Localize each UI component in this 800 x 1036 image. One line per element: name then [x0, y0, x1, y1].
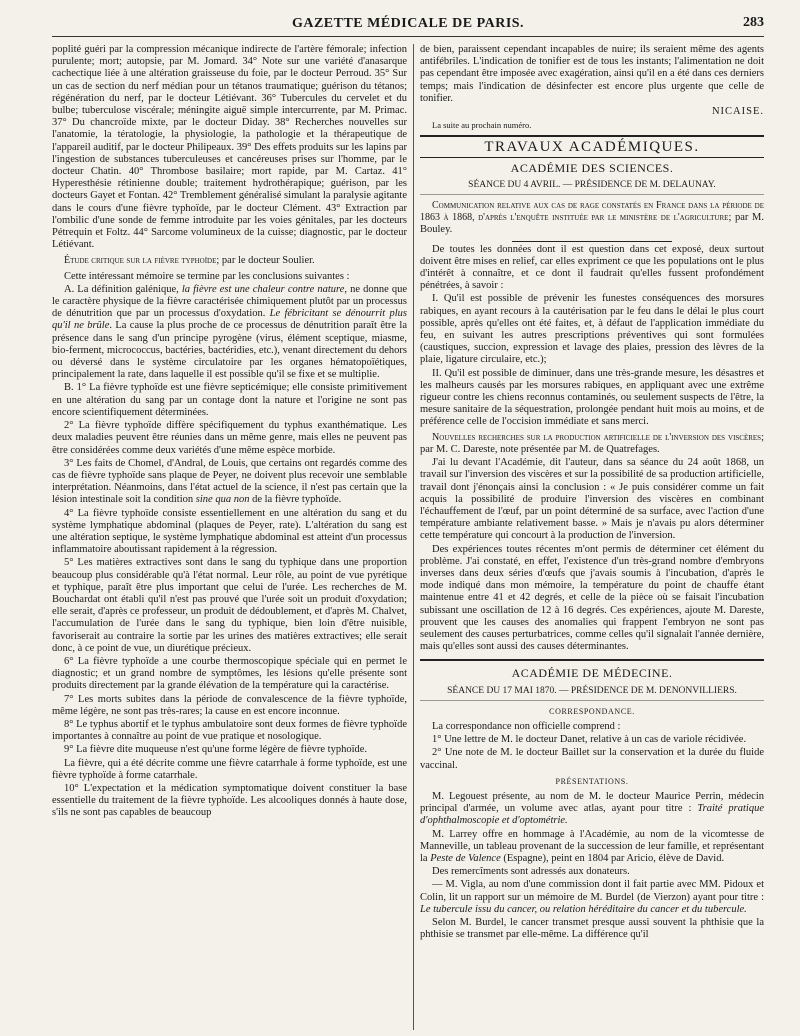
right-column [420, 44, 764, 1032]
paragraph [420, 879, 764, 916]
left-column [52, 44, 407, 1032]
paragraph: 2° La fièvre typhoïde diffère spécifiquement du typhus exanthématique. Les deux maladies peuvent être réunies dans un même genre, mais elles ne peuvent pas être considérées comme deux variétés d'une même espèce morbide. [52, 420, 407, 456]
paragraph [52, 458, 407, 507]
article-title: Étude critique sur la fièvre typhoïde [64, 255, 217, 267]
paragraph: Des remercîments sont adressés aux donateurs. [432, 866, 630, 878]
text-run: , ne donne que le caractère physique de la fièvre caractérisée chimiquement plutôt par un processus de dénutrition que par un processus d'oxydation. [52, 283, 407, 320]
article-author: ; par M. C. Dareste, note présentée par M. de Quatrefages. [420, 431, 764, 455]
italic-run: Le tubercule issu du cancer, ou relation héréditaire du cancer et du tubercule. [420, 903, 747, 915]
paragraph: Des expériences toutes récentes m'ont permis de déterminer cet élément du problème. J'ai constaté, en effet, l'existence d'un très-grand nombre d'embryons inverses dans deux séries d'œufs que j'avais soumis à l'incubation, d'après le mode indiqué dans mon mémoire, la température du point de chauffe étant maintenue entre 41 et 42 degrés, et celle de la pièce où se faisait l'incubation subissant une oscillation de 12 à 16 degrés. Ces expériences, ajoute M. Dareste, prouvent que les causes des anomalies qui frappent l'embryon ne sont pas seulement des causes perturbatrices, comme celles qu'il signalait l'année dernière, mais qu'elles sont aussi des causes déterminantes. [420, 543, 764, 653]
paragraph: de bien, paraissent cependant incapables de nuire; ils seraient même des agents antifébriles. L'indication de tonifier est de tous les instants; l'alimentation ne doit pas cependant être imposée avec exagération, ainsi qu'il en a été dans ces derniers temps; mais l'indication de désinfecter est encore plus urgente que celle de tonifier. [420, 44, 764, 104]
paragraph: 10° L'expectation et la médication symptomatique doivent constituer la base essentielle du traitement de la fièvre typhoïde. Les alcooliques donnés à haute dose, s'ils ne sont pas capables de beaucoup [52, 782, 407, 819]
italic-run: Peste de Valence [430, 852, 501, 864]
running-head [52, 12, 764, 37]
paragraph: 8° Le typhus abortif et le typhus ambulatoire sont deux formes de fièvre typhoïde importantes à connaître au point de vue pratique et nosologique. [52, 718, 407, 743]
paragraph: Selon M. Burdel, le cancer transmet presque aussi souvent la phthisie que la phthisie se transmet par elle-même. La différence qu'il [420, 917, 764, 941]
academy-heading: ACADÉMIE DE MÉDECINE. [420, 659, 764, 679]
paragraph: II. Qu'il est possible de diminuer, dans une très-grande mesure, les désastres et les malheurs causés par les morsures rabiques, en appliquant avec une extrême rigueur contre les chiens reconnus contaminés, ou seulement suspects de l'être, la mesure sanitaire de la séquestration, prolongée pendant huit mois au moins, et de préférence celle de l'occision immédiate et sans merci. [420, 367, 764, 428]
article-title: Communication relative aux cas de rage constatés en France dans la période de 1863 à 1868, d'après l'enquête instituée par le ministère de l'agriculture [420, 200, 764, 224]
article-heading [420, 432, 764, 456]
article-author: ; par le docteur Soulier. [216, 255, 315, 267]
paragraph: 5° Les matières extractives sont dans le sang du typhique dans une proportion beaucoup plus considérable qu'à l'état normal. Leur rôle, au point de vue pyrétique et typhique, paraît être plus important que celui de l'urée. Les recherches de M. Bouchardat ont établi qu'il n'est pas prouvé que l'urée soit un produit d'oxydation; elle serait, d'après ce professeur, un produit de dédoublement, et d'après M. Chalvet, l'accumulation de l'urée dans le sang du typhique, bien loin d'être nuisible, favoriserait au contraire la sortie par les urines des matières extractives; elle serait donc, à ce point de vue, un diurétique précieux. [52, 557, 407, 654]
text-run: . La cause la plus proche de ce processus de dénutrition paraît être la présence dans le sang d'un principe pyrogène (virus, élément sceptique, miasme, bio-ferment, micrococcus, bactéries, bactéridies, etc.), venant directement du dehors ou déversé dans le système circulatoire par les organes hématopoïétiques, principalement la rate, dans laquelle il est possible qu'il se fixe et se multiplie. [52, 320, 407, 381]
paragraph: La fièvre, qui a été décrite comme une fièvre catarrhale à forme typhoïde, est une fièvre typhoïde à forme catarrhale. [52, 757, 407, 781]
paragraph: 2° Une note de M. le docteur Baillet sur la conservation et la durée du fluide vaccinal. [420, 747, 764, 771]
paragraph: poplité guéri par la compression mécanique indirecte de l'artère fémorale; infection purulente; mort; autopsie, par M. Jomard. 34° Note sur une variété d'anasarque cachectique liée à une altération graisseuse du foie, par le docteur Perroud. 35° Sur un cas de section du nerf médian pour un tétanos traumatique; guérison du tétanos; régénération du nerf, par le docteur Létiévant. 36° Tubercules du cervelet et du bulbe; tuberculose viscérale; méningite aiguë simple intercurrente, par M. Primac. 37° Du chancroïde mixte, par le docteur Diday. 38° Recherches nouvelles sur l'anatomie, la tératologie, la physiologie, la pathologie et la thérapeutique de l'appareil auditif, par le docteur Philipeaux. 39° Des effets produits sur les lapins par l'ingestion de substances tuberculeuses et cancéreuses prises sur l'homme, par le docteur Chatin. 40° Thrombose basilaire; mort rapide, par M. Cartaz. 41° Hyperesthésie rétinienne double; traitement hydrothérapique; guérison, par les docteurs Gayet et Fontan. 42° Tremblement généralisé simulant la paralysie agitante dans le cours d'une fièvre typhoïde, par le docteur Clément. 43° Extraction par l'ombilic d'une sonde de femme introduite par les voies génitales, par les docteurs Pétrequin et Foltz. 44° Sarcome volumineux de la cuisse; diagnostic, par le docteur Létiévant. [52, 44, 407, 251]
signature: NICAISE. [711, 106, 764, 118]
paragraph: 9° La fièvre dite muqueuse n'est qu'une forme légère de fièvre typhoïde. [64, 744, 368, 756]
section-title: TRAVAUX ACADÉMIQUES. [420, 135, 764, 157]
paragraph: La correspondance non officielle comprend : [432, 720, 621, 732]
italic-run: Traité pratique d'ophthalmoscopie et d'optométrie. [420, 803, 764, 827]
session-line: SÉANCE DU 4 AVRIL. — PRÉSIDENCE DE M. DELAUNAY. [420, 179, 764, 195]
paragraph: 7° Les morts subites dans la période de convalescence de la fièvre typhoïde, même légère, ne sont pas très-rares; la cause en est encore inconnue. [52, 693, 407, 717]
page-number: 283 [743, 15, 764, 30]
subsection-heading: CORRESPONDANCE. [549, 706, 635, 716]
article-heading [420, 200, 764, 237]
text-run: (Espagne), peint en 1804 par Aricio, élève de David. [500, 852, 725, 864]
italic-run: sine qua non [195, 494, 250, 506]
article-heading [52, 255, 407, 267]
column-divider [413, 44, 414, 1030]
paragraph: 1° Une lettre de M. le docteur Danet, relative à un cas de variole récidivée. [432, 734, 747, 746]
divider [512, 241, 672, 242]
italic-run: Le fébricitant se dénourrit plus qu'il ne brûle [52, 308, 407, 332]
subsection-heading: PRÉSENTATIONS. [555, 776, 629, 786]
paragraph: 6° La fièvre typhoïde a une courbe thermoscopique spéciale qui en permet le diagnostic; et un grand nombre de symptômes, les lésions qu'elle présente sont produits directement par la grande élévation de la température qui la caractérise. [52, 655, 407, 692]
paragraph [420, 829, 764, 866]
text-run: M. Larrey offre en hommage à l'Académie, au nom de la vicomtesse de Manneville, un tableau provenant de la succession de leur famille, et représentant la [420, 828, 764, 864]
paragraph: De toutes les données dont il est question dans cet exposé, deux surtout doivent être mises en relief, car elles expriment ce que les populations ont le plus d'intérêt à connaître, et ce dont il faudrait qu'elles fussent profondément pénétrées, à savoir : [420, 243, 764, 292]
text-run: A. La définition galénique, [64, 283, 182, 295]
article-title: Nouvelles recherches sur la production artificielle de l'inversion des viscères [432, 431, 762, 443]
paragraph: I. Qu'il est possible de prévenir les funestes conséquences des morsures rabiques, en ayant recours à la cautérisation par le feu dans le délai le plus court possible, après qu'elles ont été faites, et, à défaut de l'application immédiate du feu, en suivant les autres prescriptions préventives qui sont formulées (caustiques, succion, expression et lavage des plaies, pression des lèvres de la plaie, ligature circulaire, etc.); [420, 293, 764, 366]
text-run: — M. Vigla, au nom d'une commission dont il fait partie avec MM. Pidoux et Colin, lit un rapport sur un mémoire de M. Burdel (de Vierzon) ayant pour titre : [420, 879, 764, 903]
paragraph: 4° La fièvre typhoïde consiste essentiellement en une altération du sang et du système lymphatique abdominal (plaques de Peyer, rate). L'altération du sang est une altération septique, le système lymphatique abdominal est atteint d'un processus inflammatoire aboutissant rapidement à la régression. [52, 507, 407, 556]
italic-run: la fièvre est une chaleur contre nature [181, 283, 345, 295]
text-run: 3° Les faits de Chomel, d'Andral, de Louis, que certains ont regardés comme des cas de fièvre typhoïde sans plaque de Peyer, ne doivent plus recevoir une semblable interprétation. Néanmoins, dans l'état actuel de la science, il n'est pas certain que la lésion intestinale soit la condition [52, 457, 407, 506]
journal-title: GAZETTE MÉDICALE DE PARIS. [291, 16, 525, 31]
article-author: ; par M. Bouley. [420, 212, 764, 236]
paragraph [52, 284, 407, 382]
academy-heading: ACADÉMIE DES SCIENCES. [510, 160, 674, 175]
continuation-note: La suite au prochain numéro. [432, 120, 532, 131]
paragraph: J'ai lu devant l'Académie, dit l'auteur, dans sa séance du 24 août 1868, un travail sur l'inversion des viscères et sur la possibilité de sa production artificielle, travail dont j'énonçais ainsi la conclusion : « Je puis considérer comme un fait acquis la possibilité de produire l'inversion des viscères en combinant l'échauffement de l'œuf, par un point déterminé de sa surface, avec l'action d'une température ambiante relativement basse. » Mais je n'avais pu alors déterminer cette température qui concourt à la production de l'inversion. [420, 457, 764, 542]
text-run: de la fièvre typhoïde. [249, 494, 342, 506]
text-run: M. Legouest présente, au nom de M. le docteur Maurice Perrin, médecin principal d'armée, un volume avec atlas, ayant pour titre : [420, 790, 764, 815]
session-line: SÉANCE DU 17 MAI 1870. — PRÉSIDENCE DE M. DENONVILLIERS. [420, 685, 764, 701]
paragraph: Cette intéressant mémoire se termine par les conclusions suivantes : [64, 270, 350, 282]
paragraph: B. 1° La fièvre typhoïde est une fièvre septicémique; elle consiste primitivement en une altération du sang par un contage dont la nature et l'origine ne sont pas encore scientifiquement déterminées. [52, 382, 407, 418]
paragraph [420, 791, 764, 828]
